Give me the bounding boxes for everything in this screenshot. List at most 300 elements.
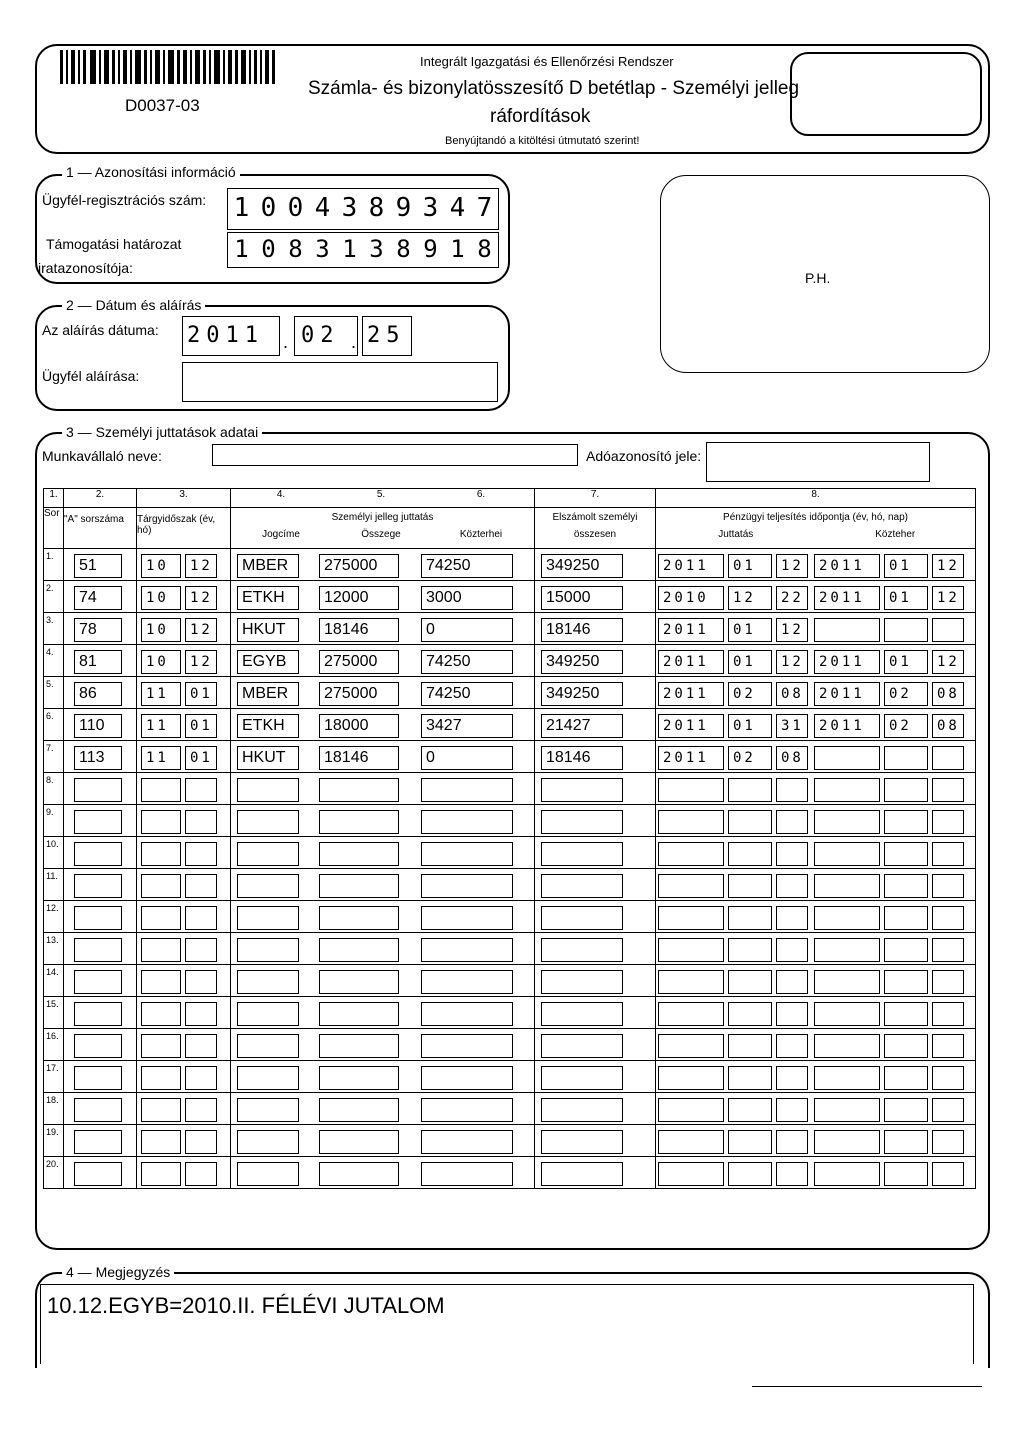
payment-date-2[interactable] xyxy=(776,682,808,706)
osszeg-field[interactable] xyxy=(319,554,399,578)
payment-date-2[interactable] xyxy=(776,714,808,738)
a-number-field[interactable] xyxy=(74,938,122,962)
tax-date-1[interactable] xyxy=(884,970,928,994)
jogcim-field[interactable] xyxy=(237,714,299,738)
payment-date-0[interactable] xyxy=(658,554,724,578)
payment-date-2[interactable] xyxy=(776,842,808,866)
h-kozteher: Közteher xyxy=(875,529,916,540)
period-month-field[interactable] xyxy=(185,650,217,674)
tax-date xyxy=(812,1061,972,1092)
tax-date-2[interactable] xyxy=(932,1034,964,1058)
tax-date-1[interactable] xyxy=(884,650,928,674)
payment-date-0[interactable] xyxy=(658,1066,724,1090)
payment-date-1[interactable] xyxy=(728,1130,772,1154)
jogcim-field[interactable] xyxy=(237,586,299,610)
signature-field[interactable] xyxy=(182,362,498,402)
payment-date-0[interactable] xyxy=(658,1130,724,1154)
period-year-field[interactable] xyxy=(141,746,181,770)
a-number-field[interactable] xyxy=(74,778,122,802)
payment-date-2[interactable] xyxy=(776,1034,808,1058)
a-number-field[interactable] xyxy=(74,650,122,674)
period-year-field[interactable] xyxy=(141,714,181,738)
period-year-field[interactable] xyxy=(141,618,181,642)
a-number-field[interactable] xyxy=(74,810,122,834)
tax-date xyxy=(812,837,972,868)
tax-date-0[interactable] xyxy=(814,1002,880,1026)
col-num-4: 4. xyxy=(276,489,286,500)
period-year-field[interactable] xyxy=(141,938,181,962)
a-number-field[interactable] xyxy=(74,1066,122,1090)
tax-date-1[interactable] xyxy=(884,618,928,642)
osszeg-field[interactable] xyxy=(319,970,399,994)
kozterhei-field[interactable] xyxy=(421,842,513,866)
kozterhei-field[interactable] xyxy=(421,682,513,706)
kozterhei-field[interactable] xyxy=(421,1130,513,1154)
table-row xyxy=(44,965,976,997)
elszamolt-field[interactable] xyxy=(541,874,623,898)
period-month-field[interactable] xyxy=(185,906,217,930)
elszamolt-field[interactable] xyxy=(541,1098,623,1122)
payment-date-2[interactable] xyxy=(776,938,808,962)
period-month-field[interactable] xyxy=(185,778,217,802)
kozterhei-field[interactable] xyxy=(421,586,513,610)
kozterhei-field[interactable] xyxy=(421,810,513,834)
osszeg-field[interactable] xyxy=(319,938,399,962)
payment-date-2[interactable] xyxy=(776,1130,808,1154)
elszamolt-field[interactable] xyxy=(541,1034,623,1058)
payment-date-0[interactable] xyxy=(658,874,724,898)
row-number: 10. xyxy=(46,839,59,849)
elszamolt-field[interactable] xyxy=(541,778,623,802)
payment-date-1[interactable] xyxy=(728,970,772,994)
payment-date xyxy=(656,837,816,868)
period-year-field[interactable] xyxy=(141,842,181,866)
osszeg-field[interactable] xyxy=(319,1130,399,1154)
a-number-field[interactable] xyxy=(74,682,122,706)
jogcim-field[interactable] xyxy=(237,938,299,962)
payment-date-0[interactable] xyxy=(658,1098,724,1122)
note-field[interactable] xyxy=(40,1284,974,1364)
tax-date-2[interactable] xyxy=(932,1162,964,1186)
tax-date-2[interactable] xyxy=(932,938,964,962)
period-month-field[interactable] xyxy=(185,970,217,994)
tax-date-0[interactable] xyxy=(814,554,880,578)
payment-date-2[interactable] xyxy=(776,778,808,802)
jogcim-field[interactable] xyxy=(237,1034,299,1058)
period-month-field[interactable] xyxy=(185,554,217,578)
date-month-field[interactable] xyxy=(294,316,358,356)
tax-date-2[interactable] xyxy=(932,778,964,802)
payment-date-1[interactable] xyxy=(728,1162,772,1186)
payment-date-0[interactable] xyxy=(658,1034,724,1058)
tax-date-1[interactable] xyxy=(884,1130,928,1154)
tax-date-2[interactable] xyxy=(932,650,964,674)
payment-date-2[interactable] xyxy=(776,746,808,770)
period-month-field[interactable] xyxy=(185,1034,217,1058)
tax-date-1[interactable] xyxy=(884,586,928,610)
osszeg-field[interactable] xyxy=(319,1162,399,1186)
payment-date-2[interactable] xyxy=(776,874,808,898)
a-number-field[interactable] xyxy=(74,1162,122,1186)
jogcim-field[interactable] xyxy=(237,746,299,770)
elszamolt-field[interactable] xyxy=(541,970,623,994)
tax-date-2[interactable] xyxy=(932,1066,964,1090)
period-month-field[interactable] xyxy=(185,714,217,738)
period-year-field[interactable] xyxy=(141,1002,181,1026)
tax-date-2[interactable] xyxy=(932,906,964,930)
h-personal: Személyi jelleg juttatás xyxy=(331,512,434,523)
payment-date-0[interactable] xyxy=(658,970,724,994)
a-number-field[interactable] xyxy=(74,970,122,994)
elszamolt-field[interactable] xyxy=(541,586,623,610)
tax-date-2[interactable] xyxy=(932,618,964,642)
tax-date-1[interactable] xyxy=(884,906,928,930)
tax-date-2[interactable] xyxy=(932,682,964,706)
payment-date-1[interactable] xyxy=(728,874,772,898)
period-month-field-value: 12 xyxy=(190,590,213,606)
tax-date-2[interactable] xyxy=(932,714,964,738)
tax-date-0[interactable] xyxy=(814,970,880,994)
a-number-field[interactable] xyxy=(74,1002,122,1026)
elszamolt-field[interactable] xyxy=(541,1130,623,1154)
tax-date-0-value: 2011 xyxy=(819,590,865,606)
period-year-field[interactable] xyxy=(141,778,181,802)
a-number-field[interactable] xyxy=(74,874,122,898)
h-personal-group xyxy=(231,508,535,549)
a-number-field[interactable] xyxy=(74,842,122,866)
payment-date-2[interactable] xyxy=(776,970,808,994)
juttatas-table xyxy=(43,488,976,1189)
table-row xyxy=(44,1029,976,1061)
a-number-field[interactable] xyxy=(74,554,122,578)
a-number-field[interactable] xyxy=(74,906,122,930)
kozterhei-field[interactable] xyxy=(421,874,513,898)
period-month-field[interactable] xyxy=(185,938,217,962)
payment-date-1[interactable] xyxy=(728,1098,772,1122)
tax-date-1[interactable] xyxy=(884,842,928,866)
kozterhei-field[interactable] xyxy=(421,1066,513,1090)
payment-date-0[interactable] xyxy=(658,682,724,706)
tax-date-0[interactable] xyxy=(814,1098,880,1122)
period-year-field[interactable] xyxy=(141,1066,181,1090)
payment-date-1[interactable] xyxy=(728,650,772,674)
tax-date-1[interactable] xyxy=(884,1066,928,1090)
decision-id-field[interactable] xyxy=(227,232,499,268)
payment-date-0[interactable] xyxy=(658,778,724,802)
period-year-field[interactable] xyxy=(141,906,181,930)
payment-date-0[interactable] xyxy=(658,650,724,674)
tax-date xyxy=(812,677,972,708)
tax-date-0[interactable] xyxy=(814,586,880,610)
kozterhei-field[interactable] xyxy=(421,1034,513,1058)
tax-date-2[interactable] xyxy=(932,970,964,994)
elszamolt-field[interactable] xyxy=(541,906,623,930)
kozterhei-field-value: 74250 xyxy=(426,685,471,702)
period-month-field[interactable] xyxy=(185,618,217,642)
period-month-field[interactable] xyxy=(185,682,217,706)
jogcim-field[interactable] xyxy=(237,1130,299,1154)
payment-date-2[interactable] xyxy=(776,1162,808,1186)
tax-date-0[interactable] xyxy=(814,682,880,706)
jogcim-field[interactable] xyxy=(237,1002,299,1026)
tax-date-0[interactable] xyxy=(814,874,880,898)
osszeg-field[interactable] xyxy=(319,650,399,674)
payment-date-1[interactable] xyxy=(728,746,772,770)
tax-date-1[interactable] xyxy=(884,1098,928,1122)
decision-label-2: iratazonosítója: xyxy=(38,260,133,276)
date-year-field[interactable] xyxy=(182,316,280,356)
tax-date-2[interactable] xyxy=(932,810,964,834)
payment-date-0[interactable] xyxy=(658,906,724,930)
kozterhei-field[interactable] xyxy=(421,1162,513,1186)
tax-date-0[interactable] xyxy=(814,1034,880,1058)
kozterhei-field[interactable] xyxy=(421,746,513,770)
osszeg-field[interactable] xyxy=(319,874,399,898)
elszamolt-field[interactable] xyxy=(541,714,623,738)
kozterhei-field[interactable] xyxy=(421,618,513,642)
period-year-field[interactable] xyxy=(141,586,181,610)
tax-date-0[interactable] xyxy=(814,778,880,802)
tax-date-1[interactable] xyxy=(884,1162,928,1186)
tax-date-2[interactable] xyxy=(932,746,964,770)
payment-date-2-value: 12 xyxy=(781,654,804,670)
tax-date-2[interactable] xyxy=(932,586,964,610)
payment-date-0[interactable] xyxy=(658,810,724,834)
osszeg-field[interactable] xyxy=(319,1066,399,1090)
jogcim-field[interactable] xyxy=(237,874,299,898)
tax-date-0[interactable] xyxy=(814,746,880,770)
payment-date-0[interactable] xyxy=(658,746,724,770)
jogcim-field[interactable] xyxy=(237,1098,299,1122)
elszamolt-field[interactable] xyxy=(541,1002,623,1026)
payment-date-0[interactable] xyxy=(658,586,724,610)
tax-date-0[interactable] xyxy=(814,842,880,866)
jogcim-field[interactable] xyxy=(237,554,299,578)
kozterhei-field[interactable] xyxy=(421,778,513,802)
date-dot-2: . xyxy=(351,332,357,352)
tax-date-1[interactable] xyxy=(884,938,928,962)
period-year-field[interactable] xyxy=(141,1034,181,1058)
period-year-field[interactable] xyxy=(141,874,181,898)
tax-date-1[interactable] xyxy=(884,746,928,770)
period-year-field[interactable] xyxy=(141,970,181,994)
elszamolt-field[interactable] xyxy=(541,682,623,706)
osszeg-field[interactable] xyxy=(319,746,399,770)
period-month-field[interactable] xyxy=(185,746,217,770)
system-name: Integrált Igazgatási és Ellenőrzési Rendszer xyxy=(420,54,674,69)
kozterhei-field[interactable] xyxy=(421,554,513,578)
elszamolt-field[interactable] xyxy=(541,810,623,834)
payment-date-0[interactable] xyxy=(658,714,724,738)
page-title: Számla- és bizonylatösszesítő D betétlap - Személyi jelleg xyxy=(308,78,800,99)
jogcim-field[interactable] xyxy=(237,1162,299,1186)
tax-date xyxy=(812,645,972,676)
elszamolt-field[interactable] xyxy=(541,1066,623,1090)
tax-date-1[interactable] xyxy=(884,778,928,802)
tax-date-1[interactable] xyxy=(884,714,928,738)
a-number-field[interactable] xyxy=(74,1130,122,1154)
tax-date-2[interactable] xyxy=(932,874,964,898)
a-number-field[interactable] xyxy=(74,586,122,610)
jogcim-field[interactable] xyxy=(237,810,299,834)
tax-date-0[interactable] xyxy=(814,1162,880,1186)
date-day-field[interactable] xyxy=(362,316,412,356)
a-number-field[interactable] xyxy=(74,714,122,738)
kozterhei-field-value: 0 xyxy=(426,749,435,766)
tax-date-1[interactable] xyxy=(884,1002,928,1026)
tax-date-0[interactable] xyxy=(814,938,880,962)
tax-date-2[interactable] xyxy=(932,1002,964,1026)
payment-date-0-value: 2010 xyxy=(663,590,709,606)
period-year-field[interactable] xyxy=(141,1162,181,1186)
payment-date-1[interactable] xyxy=(728,1002,772,1026)
osszeg-field[interactable] xyxy=(319,1002,399,1026)
kozterhei-field[interactable] xyxy=(421,714,513,738)
payment-date-2[interactable] xyxy=(776,618,808,642)
elszamolt-field[interactable] xyxy=(541,554,623,578)
kozterhei-field[interactable] xyxy=(421,970,513,994)
jogcim-field[interactable] xyxy=(237,842,299,866)
tax-date-0[interactable] xyxy=(814,1130,880,1154)
payment-date-1[interactable] xyxy=(728,842,772,866)
tax-date-1[interactable] xyxy=(884,1034,928,1058)
period-year-field[interactable] xyxy=(141,682,181,706)
kozterhei-field[interactable] xyxy=(421,938,513,962)
payment-date-1[interactable] xyxy=(728,1066,772,1090)
jogcim-field[interactable] xyxy=(237,970,299,994)
tax-date-2[interactable] xyxy=(932,1098,964,1122)
elszamolt-field[interactable] xyxy=(541,650,623,674)
period-year-field[interactable] xyxy=(141,1098,181,1122)
period-month-field[interactable] xyxy=(185,1066,217,1090)
osszeg-field[interactable] xyxy=(319,1098,399,1122)
payment-date-1[interactable] xyxy=(728,586,772,610)
jogcim-field[interactable] xyxy=(237,650,299,674)
payment-date-1[interactable] xyxy=(728,938,772,962)
elszamolt-field[interactable] xyxy=(541,938,623,962)
tax-date-0[interactable] xyxy=(814,650,880,674)
tax-date-0[interactable] xyxy=(814,906,880,930)
payment-date-1[interactable] xyxy=(728,554,772,578)
osszeg-field-value: 18146 xyxy=(324,749,369,766)
period-month-field[interactable] xyxy=(185,1162,217,1186)
tax-date-0[interactable] xyxy=(814,618,880,642)
payment-date-0[interactable] xyxy=(658,842,724,866)
payment-date-1[interactable] xyxy=(728,682,772,706)
payment-date-2[interactable] xyxy=(776,1066,808,1090)
osszeg-field[interactable] xyxy=(319,618,399,642)
osszeg-field[interactable] xyxy=(319,906,399,930)
tax-date-2[interactable] xyxy=(932,554,964,578)
period-year-field[interactable] xyxy=(141,554,181,578)
period-month-field[interactable] xyxy=(185,842,217,866)
employee-name-field[interactable] xyxy=(212,444,578,466)
tax-date-0[interactable] xyxy=(814,810,880,834)
osszeg-field[interactable] xyxy=(319,810,399,834)
period-year-field[interactable] xyxy=(141,1130,181,1154)
period-year-field[interactable] xyxy=(141,810,181,834)
osszeg-field[interactable] xyxy=(319,778,399,802)
decision-id-value: 1 0 8 3 1 3 8 9 1 8 xyxy=(234,235,492,263)
tax-date-2[interactable] xyxy=(932,842,964,866)
payment-date-2[interactable] xyxy=(776,586,808,610)
period-month-field[interactable] xyxy=(185,1130,217,1154)
period-month-field[interactable] xyxy=(185,1098,217,1122)
row-number: 1. xyxy=(46,551,54,561)
stamp-label: P.H. xyxy=(805,270,831,286)
kozterhei-field[interactable] xyxy=(421,650,513,674)
payment-date-2[interactable] xyxy=(776,1098,808,1122)
a-number-field[interactable] xyxy=(74,746,122,770)
elszamolt-field[interactable] xyxy=(541,842,623,866)
a-number-field[interactable] xyxy=(74,1034,122,1058)
payment-date-2[interactable] xyxy=(776,906,808,930)
payment-date-0[interactable] xyxy=(658,1002,724,1026)
payment-date-0[interactable] xyxy=(658,618,724,642)
kozterhei-field[interactable] xyxy=(421,906,513,930)
payment-date-2[interactable] xyxy=(776,1002,808,1026)
payment-date xyxy=(656,1093,816,1124)
client-reg-field[interactable] xyxy=(227,188,499,230)
kozterhei-field[interactable] xyxy=(421,1098,513,1122)
period-month-field[interactable] xyxy=(185,586,217,610)
kozterhei-field[interactable] xyxy=(421,1002,513,1026)
osszeg-field[interactable] xyxy=(319,586,399,610)
osszeg-field[interactable] xyxy=(319,1034,399,1058)
payment-date-1[interactable] xyxy=(728,906,772,930)
payment-date-2[interactable] xyxy=(776,554,808,578)
taxid-field[interactable] xyxy=(706,442,930,482)
tax-date-0[interactable] xyxy=(814,1066,880,1090)
period-month-field[interactable] xyxy=(185,810,217,834)
elszamolt-field[interactable] xyxy=(541,746,623,770)
tax-date-0[interactable] xyxy=(814,714,880,738)
period-year-field[interactable] xyxy=(141,650,181,674)
osszeg-field[interactable] xyxy=(319,682,399,706)
elszamolt-field[interactable] xyxy=(541,618,623,642)
payment-date-1[interactable] xyxy=(728,1034,772,1058)
payment-date-1[interactable] xyxy=(728,810,772,834)
tax-date-1[interactable] xyxy=(884,874,928,898)
osszeg-field[interactable] xyxy=(319,714,399,738)
payment-date-1-value: 01 xyxy=(733,718,756,734)
jogcim-field[interactable] xyxy=(237,618,299,642)
payment-date-1[interactable] xyxy=(728,618,772,642)
a-number-field[interactable] xyxy=(74,1098,122,1122)
osszeg-field[interactable] xyxy=(319,842,399,866)
elszamolt-field[interactable] xyxy=(541,1162,623,1186)
payment-date-0[interactable] xyxy=(658,938,724,962)
a-number-field[interactable] xyxy=(74,618,122,642)
payment-date-1[interactable] xyxy=(728,714,772,738)
payment-date-0[interactable] xyxy=(658,1162,724,1186)
tax-date-1[interactable] xyxy=(884,682,928,706)
jogcim-field[interactable] xyxy=(237,906,299,930)
date-label: Az aláírás dátuma: xyxy=(42,322,159,338)
jogcim-field[interactable] xyxy=(237,778,299,802)
payment-date-1[interactable] xyxy=(728,778,772,802)
tax-date-2[interactable] xyxy=(932,1130,964,1154)
tax-date-1[interactable] xyxy=(884,810,928,834)
jogcim-field[interactable] xyxy=(237,682,299,706)
payment-date-2[interactable] xyxy=(776,650,808,674)
period-month-field[interactable] xyxy=(185,1002,217,1026)
tax-date-1[interactable] xyxy=(884,554,928,578)
period-month-field[interactable] xyxy=(185,874,217,898)
jogcim-field[interactable] xyxy=(237,1066,299,1090)
note-text: 10.12.EGYB=2010.II. FÉLÉVI JUTALOM xyxy=(47,1293,445,1318)
payment-date-2[interactable] xyxy=(776,810,808,834)
